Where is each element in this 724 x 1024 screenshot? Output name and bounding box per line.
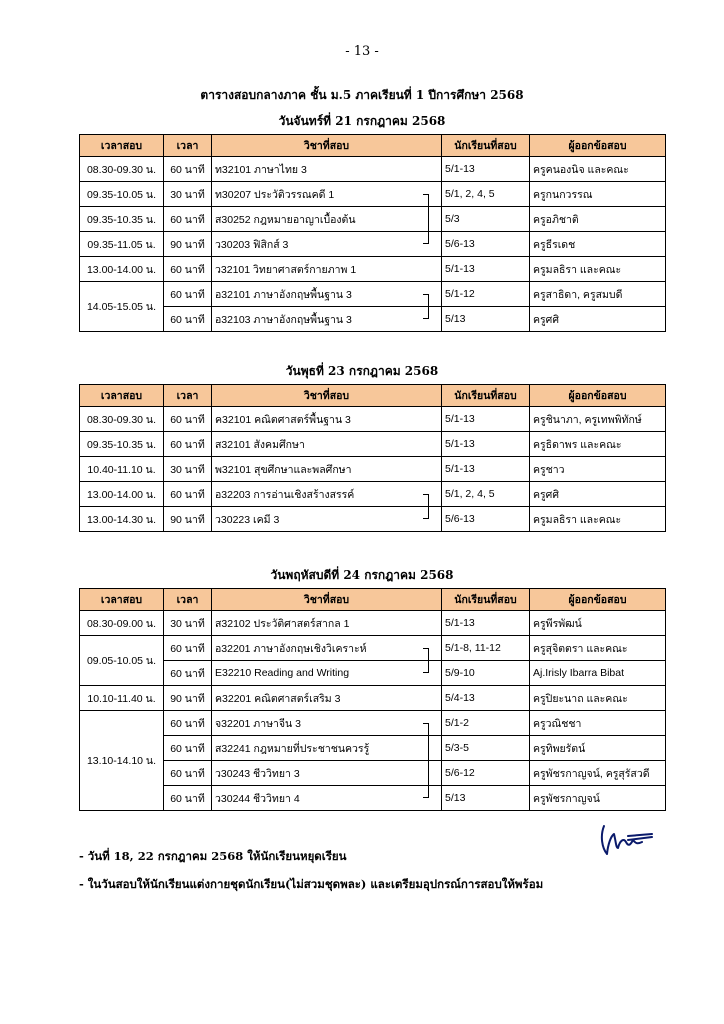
cell-students-text: 5/1-13 [445,463,475,475]
cell-exam-time [80,232,164,257]
cell-duration [164,257,212,282]
cell-examiner-text: ครูธิดาพร และคณะ [533,438,622,451]
cell-students [442,307,530,332]
cell-subject [212,457,442,482]
cell-examiner-text: ครูพัชรกาญจน์, ครูสุรัสวดี [533,767,650,780]
cell-duration [164,711,212,736]
cell-subject [212,482,442,507]
cell-students [442,432,530,457]
table-row [80,157,666,182]
cell-duration-text: 30 นาที [170,617,205,630]
cell-students-text: 5/3-5 [445,742,469,754]
cell-examiner-text: ครูชินาภา, ครูเทพพิทักษ์ [533,413,642,426]
header-subject: วิชาที่สอบ [212,135,442,157]
cell-students [442,761,530,786]
table-row [80,611,666,636]
cell-duration [164,307,212,332]
cell-exam-time-text: 09.35-10.35 น. [86,213,157,226]
cell-examiner-text: ครูวณิชชา [533,717,582,730]
table-row [80,207,666,232]
header-exam-time: เวลาสอบ [80,135,164,157]
cell-duration-text: 60 นาที [170,742,205,755]
cell-duration [164,482,212,507]
cell-subject-text: ท32101 ภาษาไทย 3 [215,163,307,176]
cell-duration-text: 30 นาที [170,463,205,476]
cell-examiner-text: ครูปิยะนาถ และคณะ [533,692,628,705]
cell-exam-time [80,282,164,332]
cell-subject-text: พ32101 สุขศึกษาและพลศึกษา [215,463,352,476]
cell-students-text: 5/9-10 [445,667,475,679]
schedule-table-monday [79,134,666,332]
cell-students [442,482,530,507]
cell-exam-time [80,686,164,711]
group-bracket [423,294,429,306]
header-duration: เวลา [164,135,212,157]
cell-subject [212,786,442,811]
cell-subject-text: ว30243 ชีววิทยา 3 [215,767,300,780]
table-row [80,432,666,457]
cell-subject [212,611,442,636]
group-bracket [423,648,429,660]
cell-duration-text: 60 นาที [170,792,205,805]
cell-duration-text: 60 นาที [170,488,205,501]
cell-exam-time [80,432,164,457]
header-examiner: ผู้ออกข้อสอบ [530,589,666,611]
cell-students-text: 5/1-13 [445,438,475,450]
cell-subject-text: อ32201 ภาษาอังกฤษเชิงวิเคราะห์ [215,642,367,655]
note-dress-code: - ในวันสอบให้นักเรียนแต่งกายชุดนักเรียน(ไม่สวมชุดพละ) และเตรียมอุปกรณ์การสอบให้พร้อม [79,877,544,891]
cell-examiner [530,507,666,532]
cell-exam-time [80,611,164,636]
cell-exam-time-text: 14.05-15.05 น. [86,301,157,313]
cell-examiner [530,432,666,457]
cell-duration-text: 60 นาที [170,413,205,426]
cell-students-text: 5/1-13 [445,163,475,175]
cell-duration [164,636,212,661]
cell-duration-text: 60 นาที [170,767,205,780]
cell-students-text: 5/1-2 [445,717,469,729]
cell-subject-text: ส30252 กฎหมายอาญาเบื้องต้น [215,213,356,226]
cell-students [442,182,530,207]
header-duration: เวลา [164,385,212,407]
cell-students-text: 5/4-13 [445,692,475,704]
cell-duration-text: 90 นาที [170,238,205,251]
group-bracket [423,307,429,319]
cell-exam-time-text: 13.10-14.10 น. [86,755,157,767]
cell-exam-time-text: 09.35-11.05 น. [87,238,156,251]
cell-examiner [530,207,666,232]
day-title-wednesday: วันพุธที่ 23 กรกฎาคม 2568 [285,364,439,378]
header-students: นักเรียนที่สอบ [442,589,530,611]
cell-examiner-text: ครูอภิชาติ [533,213,579,226]
table-row [80,661,666,686]
cell-examiner-text: ครูสาธิดา, ครูสมบดี [533,288,623,301]
cell-exam-time-text: 13.00-14.30 น. [86,513,157,526]
group-bracket [423,507,429,519]
cell-subject [212,282,442,307]
cell-duration [164,432,212,457]
cell-subject [212,432,442,457]
cell-students-text: 5/1, 2, 4, 5 [445,188,495,200]
cell-students-text: 5/6-13 [445,238,475,250]
cell-subject [212,157,442,182]
cell-duration [164,157,212,182]
cell-subject [212,711,442,736]
cell-subject-text: อ32203 การอ่านเชิงสร้างสรรค์ [215,488,355,501]
group-bracket [423,661,429,673]
cell-exam-time-text: 13.00-14.00 น. [86,488,157,501]
cell-duration-text: 30 นาที [170,188,205,201]
cell-subject-text: ว30244 ชีววิทยา 4 [215,792,300,805]
table-row [80,257,666,282]
cell-examiner [530,686,666,711]
cell-duration [164,282,212,307]
cell-exam-time-text: 08.30-09.30 น. [86,413,157,426]
cell-examiner-text: ครูศศิ [533,488,559,501]
day-title-thursday: วันพฤหัสบดีที่ 24 กรกฎาคม 2568 [270,568,454,582]
table-row [80,282,666,307]
cell-subject [212,207,442,232]
day-title-monday: วันจันทร์ที่ 21 กรกฎาคม 2568 [278,114,446,128]
cell-exam-time-text: 09.35-10.35 น. [86,438,157,451]
cell-examiner-text: ครูศศิ [533,313,559,326]
table-row [80,686,666,711]
cell-exam-time-text: 13.00-14.00 น. [86,263,157,276]
table-row [80,482,666,507]
header-duration: เวลา [164,589,212,611]
table-row [80,407,666,432]
cell-duration-text: 60 นาที [170,288,205,301]
cell-subject [212,686,442,711]
cell-duration [164,786,212,811]
cell-exam-time [80,407,164,432]
cell-subject-text: ว30223 เคมี 3 [215,513,280,526]
cell-students-text: 5/13 [445,313,466,325]
cell-students [442,636,530,661]
cell-examiner [530,257,666,282]
cell-subject [212,736,442,761]
cell-examiner [530,786,666,811]
cell-subject [212,307,442,332]
cell-examiner-text: ครูกนกวรรณ [533,188,593,201]
cell-examiner-text: ครูพีรพัฒน์ [533,617,582,630]
group-bracket [423,723,429,735]
cell-duration-text: 60 นาที [170,642,205,655]
cell-duration-text: 60 นาที [170,213,205,226]
cell-students [442,282,530,307]
cell-exam-time [80,636,164,686]
cell-duration-text: 60 นาที [170,438,205,451]
cell-exam-time [80,711,164,811]
table-row [80,307,666,332]
cell-subject-text: ค32101 คณิตศาสตร์พื้นฐาน 3 [215,413,351,426]
cell-subject [212,661,442,686]
table-row [80,636,666,661]
cell-subject [212,232,442,257]
cell-duration [164,761,212,786]
cell-students-text: 5/13 [445,792,466,804]
group-bracket [423,786,429,798]
cell-duration [164,182,212,207]
cell-examiner [530,282,666,307]
cell-students [442,232,530,257]
group-bracket [423,494,429,506]
cell-duration-text: 60 นาที [170,667,205,680]
page-number: - 13 - [345,44,379,59]
header-subject: วิชาที่สอบ [212,589,442,611]
table-row [80,761,666,786]
cell-duration-text: 60 นาที [170,717,205,730]
group-bracket [423,761,429,785]
cell-students-text: 5/6-12 [445,767,475,779]
table-row [80,182,666,207]
cell-duration [164,457,212,482]
signature [598,818,654,860]
cell-exam-time-text: 08.30-09.30 น. [86,163,157,176]
header-subject: วิชาที่สอบ [212,385,442,407]
cell-examiner [530,157,666,182]
cell-duration [164,661,212,686]
group-bracket [423,194,429,206]
cell-examiner [530,661,666,686]
cell-subject [212,182,442,207]
cell-students-text: 5/1-8, 11-12 [445,642,501,654]
cell-examiner-text: ครูทิพยรัตน์ [533,742,586,755]
cell-duration-text: 60 นาที [170,163,205,176]
cell-examiner-text: ครูชาว [533,463,565,476]
cell-examiner [530,407,666,432]
cell-subject-text: ส32241 กฎหมายที่ประชาชนควรรู้ [215,742,370,755]
cell-subject [212,257,442,282]
cell-examiner [530,736,666,761]
cell-examiner-text: ครูคนองนิจ และคณะ [533,163,629,176]
cell-students-text: 5/1-13 [445,263,475,275]
table-row [80,232,666,257]
schedule-table-thursday [79,588,666,811]
cell-students [442,611,530,636]
cell-subject-text: ว32101 วิทยาศาสตร์กายภาพ 1 [215,263,357,276]
cell-exam-time-text: 10.40-11.10 น. [87,463,156,476]
header-students: นักเรียนที่สอบ [442,385,530,407]
cell-students [442,736,530,761]
page-title: ตารางสอบกลางภาค ชั้น ม.5 ภาคเรียนที่ 1 ปีการศึกษา 2568 [200,88,524,102]
cell-subject [212,407,442,432]
group-bracket [423,207,429,231]
cell-exam-time [80,207,164,232]
cell-subject-text: ส32101 สังคมศึกษา [215,438,305,451]
cell-examiner-text: ครูสุจิตตรา และคณะ [533,642,628,655]
cell-students [442,457,530,482]
cell-students-text: 5/1-13 [445,413,475,425]
cell-exam-time [80,507,164,532]
table-row [80,736,666,761]
cell-examiner [530,636,666,661]
table-row [80,457,666,482]
cell-examiner [530,457,666,482]
header-students: นักเรียนที่สอบ [442,135,530,157]
table-row [80,786,666,811]
table-row [80,711,666,736]
cell-students-text: 5/1-13 [445,617,475,629]
cell-examiner [530,761,666,786]
cell-examiner-text: ครูมลธิรา และคณะ [533,263,622,276]
cell-duration [164,611,212,636]
cell-exam-time [80,457,164,482]
cell-subject-text: อ32101 ภาษาอังกฤษพื้นฐาน 3 [215,288,352,301]
cell-subject-text: ท30207 ประวัติวรรณคดี 1 [215,188,335,201]
cell-examiner [530,232,666,257]
cell-students [442,786,530,811]
cell-subject-text: จ32201 ภาษาจีน 3 [215,717,301,730]
cell-students-text: 5/1-12 [445,288,475,300]
cell-students-text: 5/1, 2, 4, 5 [445,488,495,500]
header-exam-time: เวลาสอบ [80,589,164,611]
cell-subject [212,636,442,661]
header-examiner: ผู้ออกข้อสอบ [530,135,666,157]
cell-duration [164,232,212,257]
cell-students [442,207,530,232]
cell-students [442,661,530,686]
cell-exam-time-text: 09.05-10.05 น. [86,655,157,667]
cell-duration [164,736,212,761]
cell-subject-text: อ32103 ภาษาอังกฤษพื้นฐาน 3 [215,313,352,326]
cell-exam-time-text: 09.35-10.05 น. [86,188,157,201]
group-bracket [423,736,429,760]
note-holiday: - วันที่ 18, 22 กรกฎาคม 2568 ให้นักเรียนหยุดเรียน [79,849,347,863]
cell-duration-text: 60 นาที [170,313,205,326]
cell-duration [164,686,212,711]
cell-examiner [530,482,666,507]
cell-examiner [530,307,666,332]
cell-exam-time [80,157,164,182]
header-examiner: ผู้ออกข้อสอบ [530,385,666,407]
cell-exam-time-text: 10.10-11.40 น. [87,692,156,705]
table-row [80,507,666,532]
cell-examiner-text: ครูพัชรกาญจน์ [533,792,600,805]
cell-duration-text: 60 นาที [170,263,205,276]
cell-duration [164,407,212,432]
cell-exam-time [80,182,164,207]
cell-subject-text: ส32102 ประวัติศาสตร์สากล 1 [215,617,350,630]
cell-students [442,711,530,736]
cell-examiner [530,611,666,636]
cell-students [442,686,530,711]
cell-students [442,257,530,282]
cell-students [442,157,530,182]
cell-subject [212,761,442,786]
cell-students [442,507,530,532]
cell-duration [164,207,212,232]
cell-students-text: 5/6-13 [445,513,475,525]
cell-duration-text: 90 นาที [170,692,205,705]
cell-examiner-text: ครูมลธิรา และคณะ [533,513,622,526]
cell-duration [164,507,212,532]
cell-examiner [530,711,666,736]
cell-students-text: 5/3 [445,213,460,225]
cell-exam-time [80,257,164,282]
group-bracket [423,232,429,244]
cell-examiner [530,182,666,207]
cell-students [442,407,530,432]
cell-subject-text: E32210 Reading and Writing [215,667,350,679]
cell-exam-time-text: 08.30-09.00 น. [86,617,157,630]
cell-subject [212,507,442,532]
cell-examiner-text: ครูธีรเดช [533,238,576,251]
schedule-table-wednesday [79,384,666,532]
cell-subject-text: ค32201 คณิตศาสตร์เสริม 3 [215,692,341,705]
cell-duration-text: 90 นาที [170,513,205,526]
cell-subject-text: ว30203 ฟิสิกส์ 3 [215,238,289,251]
cell-examiner-text: Aj.Irisly Ibarra Bibat [533,667,625,679]
cell-exam-time [80,482,164,507]
header-exam-time: เวลาสอบ [80,385,164,407]
